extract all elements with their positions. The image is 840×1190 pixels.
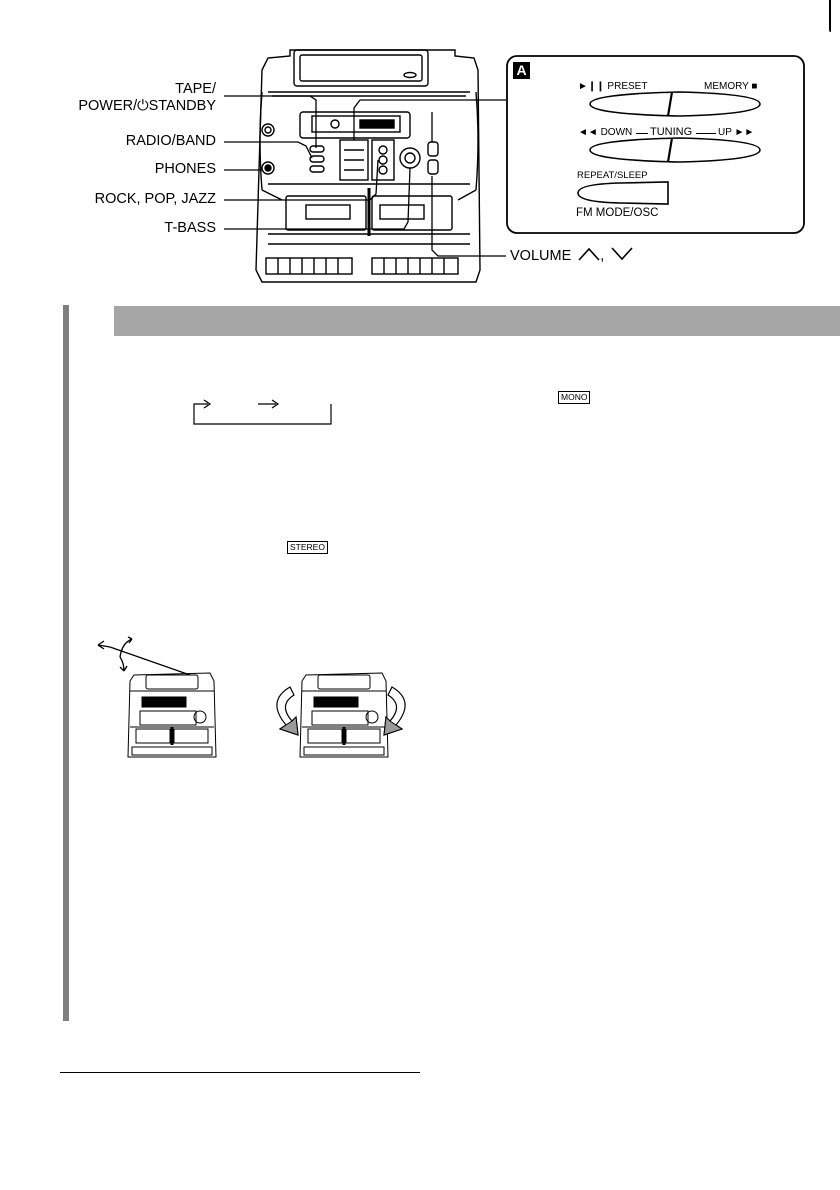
tuning-up-label: UP ►►: [718, 127, 755, 138]
antenna-extend-icon: [98, 637, 190, 675]
antenna-rotate-illustration: [80, 625, 430, 770]
stereo-indicator: STEREO: [287, 541, 328, 554]
volume-label-group: [510, 247, 633, 264]
footnote-rule: [60, 1072, 420, 1073]
tuning-label: TUNING: [650, 126, 693, 138]
volume-label: VOLUME: [510, 248, 572, 264]
volume-up-icon: [578, 247, 600, 261]
repeat-sleep-label: REPEAT/SLEEP: [577, 170, 648, 181]
power-standby-label: POWER/⏻STANDBY: [78, 98, 216, 114]
rock-pop-jazz-label: ROCK, POP, JAZZ: [94, 191, 216, 207]
tuning-dash-left: [636, 133, 648, 134]
phones-label: PHONES: [154, 161, 216, 177]
tape-label: TAPE/: [175, 81, 216, 97]
t-bass-label: T-BASS: [164, 220, 216, 236]
panel-a-badge: A: [516, 62, 527, 78]
device-front-illustration: [0, 0, 840, 300]
rotate-left-icon: [277, 687, 298, 735]
section-heading-bar: [114, 306, 840, 336]
play-pause-preset-label: ►❙❙ PRESET: [578, 81, 648, 92]
tuning-down-label: ◄◄ DOWN: [578, 127, 633, 138]
section-side-bar: [63, 305, 69, 1021]
mono-indicator: MONO: [558, 391, 590, 404]
tuning-dash-right: [696, 133, 716, 134]
fm-mode-osc-label: FM MODE/OSC: [576, 207, 659, 219]
band-cycle-diagram: [186, 390, 338, 426]
radio-band-label: RADIO/BAND: [125, 133, 216, 149]
memory-stop-label: MEMORY ■: [704, 81, 758, 92]
volume-down-icon: [611, 247, 633, 261]
volume-comma: ,: [600, 248, 605, 264]
